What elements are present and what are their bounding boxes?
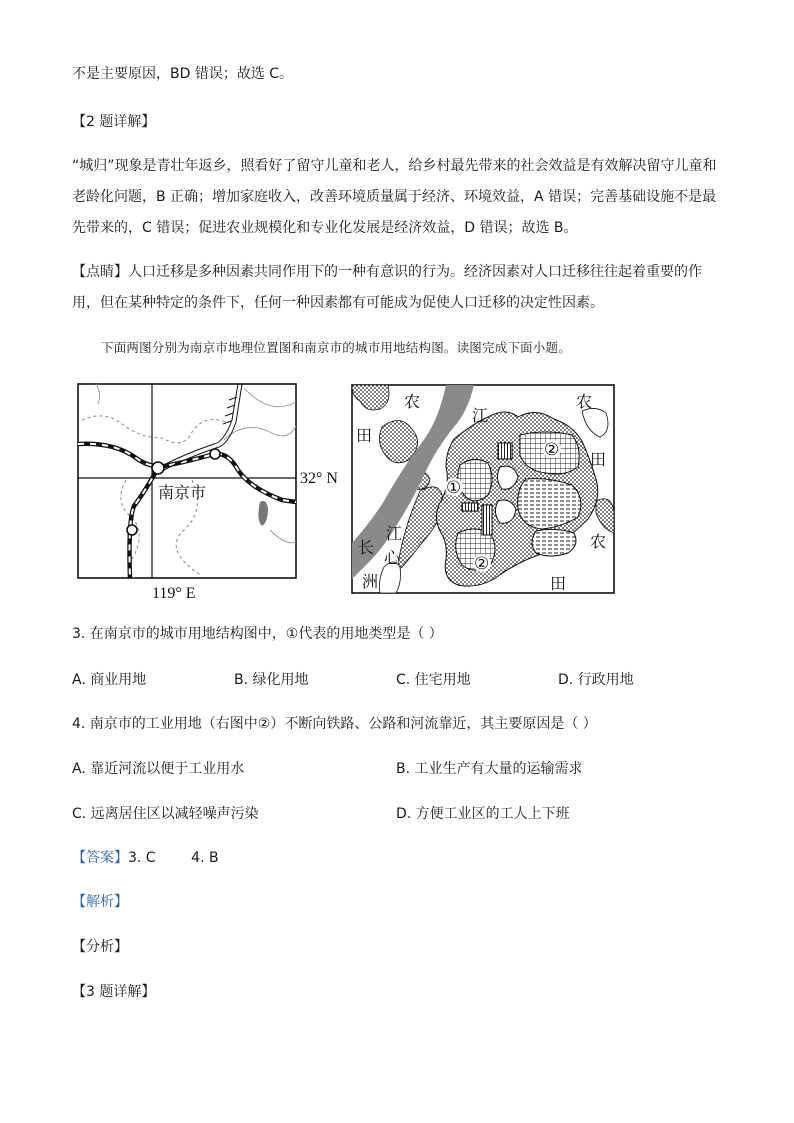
label-jiang-top: 江	[472, 406, 489, 425]
label-zhou: 洲	[362, 572, 379, 591]
label-tian-bottom: 田	[550, 574, 567, 593]
marker-2-top: ②	[544, 440, 560, 460]
fenxi-heading: 【分析】	[72, 939, 128, 955]
paragraph-line: “城归”现象是青壮年返乡，照看好了留守儿童和老人，给乡村最先带来的社会效益是有效解决留守儿童和	[72, 158, 717, 174]
q3-option-d: D. 行政用地	[558, 672, 634, 688]
label-nong-top: 农	[404, 392, 421, 411]
dianjing-line-1: 【点睛】人口迁移是多种因素共同作用下的一种有意识的行为。经济因素对人口迁移往往起着重要的作	[72, 264, 702, 280]
q4-stem: 4. 南京市的工业用地（右图中②）不断向铁路、公路和河流靠近，其主要原因是（ ）	[72, 716, 597, 732]
q3-stem: 3. 在南京市的城市用地结构图中，①代表的用地类型是（ ）	[72, 626, 443, 642]
q4-option-a: A. 靠近河流以便于工业用水	[72, 761, 245, 777]
q4-option-b: B. 工业生产有大量的运输需求	[396, 761, 583, 777]
q3-option-c: C. 住宅用地	[396, 672, 471, 688]
q3-option-b: B. 绿化用地	[234, 672, 309, 688]
longitude-label: 119° E	[152, 585, 196, 602]
dianjing-tag: 【点睛】	[72, 264, 128, 280]
paragraph-line: 老龄化问题，B 正确；增加家庭收入，改善环境质量属于经济、环境效益，A 错误；完善基础设施不是最	[72, 189, 717, 205]
q4-option-c: C. 远离居住区以减轻噪声污染	[72, 806, 259, 822]
jiexi-heading: 【解析】	[72, 894, 128, 910]
answer-line	[72, 848, 219, 868]
latitude-label: 32° N	[300, 470, 338, 487]
label-nong-right: 农	[576, 392, 593, 411]
label-chang: 长	[358, 538, 375, 557]
q4-option-d: D. 方便工业区的工人上下班	[396, 806, 570, 822]
section-heading-q2: 【2 题详解】	[72, 114, 156, 130]
nanjing-location-map	[74, 380, 354, 602]
dianjing-line-2: 用，但在某种特定的条件下，任何一种因素都有可能成为促使人口迁移的决定性因素。	[72, 295, 604, 311]
city-label: 南京市	[158, 483, 207, 502]
paragraph-continued: 不是主要原因，BD 错误；故选 C。	[72, 66, 294, 82]
section-heading-q3: 【3 题详解】	[72, 984, 156, 1000]
answer-text: 3. C 4. B	[128, 850, 219, 866]
label-jiang-left: 江	[386, 524, 403, 543]
label-nong-bottom-right: 农	[590, 532, 607, 551]
nanjing-landuse-map	[350, 383, 618, 597]
marker-2-bottom: ②	[474, 554, 490, 574]
marker-1: ①	[446, 478, 462, 498]
label-tian-right: 田	[590, 450, 607, 469]
paragraph-line: 先带来的，C 错误；促进农业规模化和专业化发展是经济效益，D 错误；故选 B。	[72, 220, 578, 236]
answer-tag: 【答案】	[72, 850, 128, 866]
q3-option-a: A. 商业用地	[72, 672, 147, 688]
label-xin: 心	[384, 548, 401, 567]
label-tian-left: 田	[356, 426, 373, 445]
figure-intro: 下面两图分别为南京市地理位置图和南京市的城市用地结构图。读图完成下面小题。	[101, 340, 571, 355]
